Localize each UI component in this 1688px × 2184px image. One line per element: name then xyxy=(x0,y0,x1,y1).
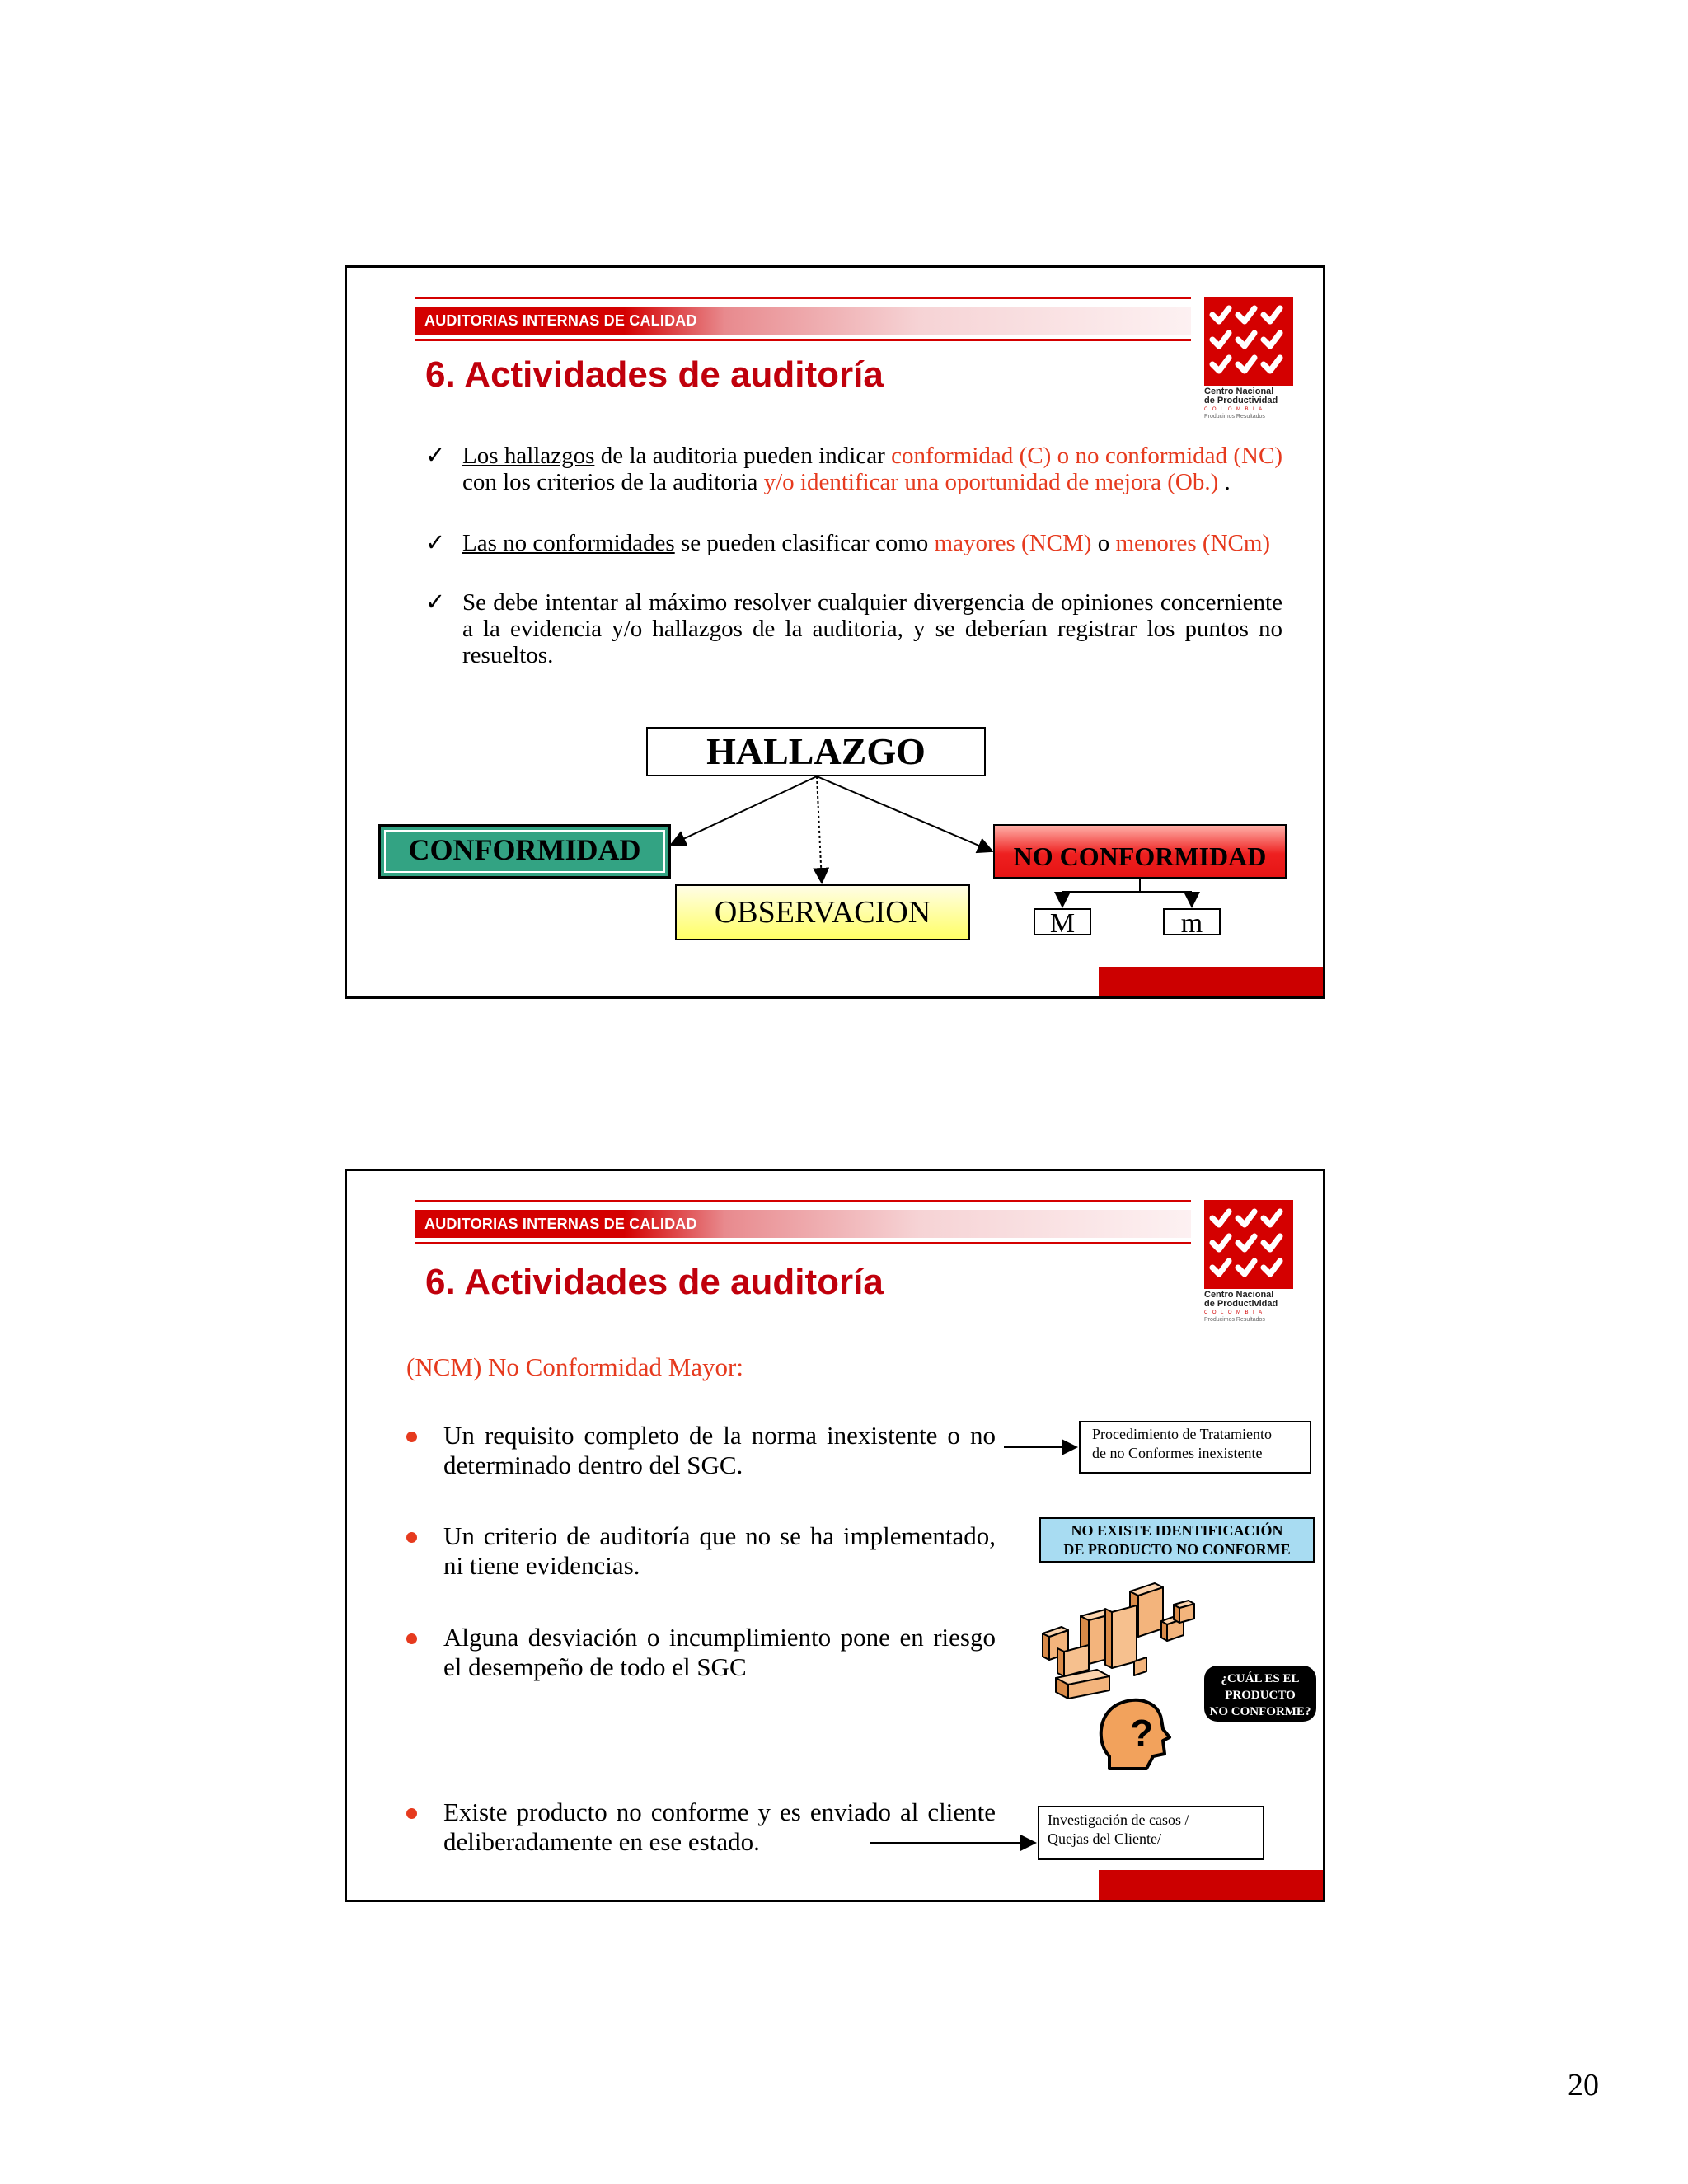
header-band-text: AUDITORIAS INTERNAS DE CALIDAD xyxy=(424,1216,697,1232)
bullet-text: Un criterio de auditoría que no se ha implementado, ni tiene evidencias. xyxy=(443,1521,996,1580)
bullet-text: Existe producto no conforme y es enviado al cliente deliberadamente en ese estado. xyxy=(443,1797,996,1856)
slide-2 xyxy=(345,1169,1325,1902)
minor-box: m xyxy=(1163,908,1221,935)
bullet-text: Alguna desviación o incumplimiento pone en riesgo el desempeño de todo el SGC xyxy=(443,1623,996,1681)
hallazgo-box: HALLAZGO xyxy=(646,727,986,776)
header-band-text: AUDITORIAS INTERNAS DE CALIDAD xyxy=(424,312,697,329)
check-mark-icon: ✓ xyxy=(425,530,446,556)
page-number: 20 xyxy=(1568,2068,1599,2102)
arrow-to-no-conformidad xyxy=(817,776,992,851)
logo-name: Centro Nacional de Productividad xyxy=(1204,387,1278,405)
logo-country: COLOMBIA xyxy=(1204,407,1267,412)
major-box: M xyxy=(1034,908,1091,935)
check-mark-icon: ✓ xyxy=(425,589,446,616)
slide-1 xyxy=(345,265,1325,999)
slide-title: 6. Actividades de auditoría xyxy=(425,1262,884,1302)
check-mark-icon: ✓ xyxy=(425,443,446,469)
logo-tagline: Producimos Resultados xyxy=(1204,414,1265,419)
slide-corner-bar xyxy=(1099,967,1323,996)
boxes-and-thinking-head-icon xyxy=(1039,1579,1212,1777)
arrow-to-observacion xyxy=(817,776,822,883)
logo-country: COLOMBIA xyxy=(1204,1310,1267,1315)
investigation-note: Investigación de casos / Quejas del Cliente/ xyxy=(1038,1806,1264,1860)
identification-note: NO EXISTE IDENTIFICACIÓN DE PRODUCTO NO CONFORME xyxy=(1039,1517,1315,1563)
observacion-box: OBSERVACION xyxy=(675,884,970,940)
logo-name: Centro Nacional de Productividad xyxy=(1204,1290,1278,1309)
procedure-note: Procedimiento de Tratamiento de no Conformes inexistente xyxy=(1079,1421,1311,1474)
no-conformidad-box: NO CONFORMIDAD xyxy=(993,824,1287,879)
question-mark-icon: ? xyxy=(1130,1712,1154,1755)
bullet-text: Las no conformidades se pueden clasificar como mayores (NCM) o menores (NCm) xyxy=(462,530,1271,556)
bullet-text: Los hallazgos de la auditoria pueden indicar conformidad (C) o no conformidad (NC) con los criterios de la auditoria y/o identificar una oportunidad de mejora (Ob.) . xyxy=(462,443,1282,495)
conformidad-box: CONFORMIDAD xyxy=(378,824,671,879)
bullet-text: Un requisito completo de la norma inexistente o no determinado dentro del SGC. xyxy=(443,1421,996,1479)
arrow-to-conformidad xyxy=(671,776,817,845)
slide-corner-bar xyxy=(1099,1870,1323,1900)
logo-tagline: Producimos Resultados xyxy=(1204,1317,1265,1323)
bullet-text: Se debe intentar al máximo resolver cualquier divergencia de opiniones concerniente a la evidencia y/o hallazgos de la auditoria, y se deberían registrar los puntos no resueltos. xyxy=(462,589,1282,668)
speech-bubble: ¿CUÁL ES EL PRODUCTO NO CONFORME? xyxy=(1204,1666,1316,1722)
slide-title: 6. Actividades de auditoría xyxy=(425,354,884,395)
slide-subtitle: (NCM) No Conformidad Mayor: xyxy=(406,1352,743,1381)
